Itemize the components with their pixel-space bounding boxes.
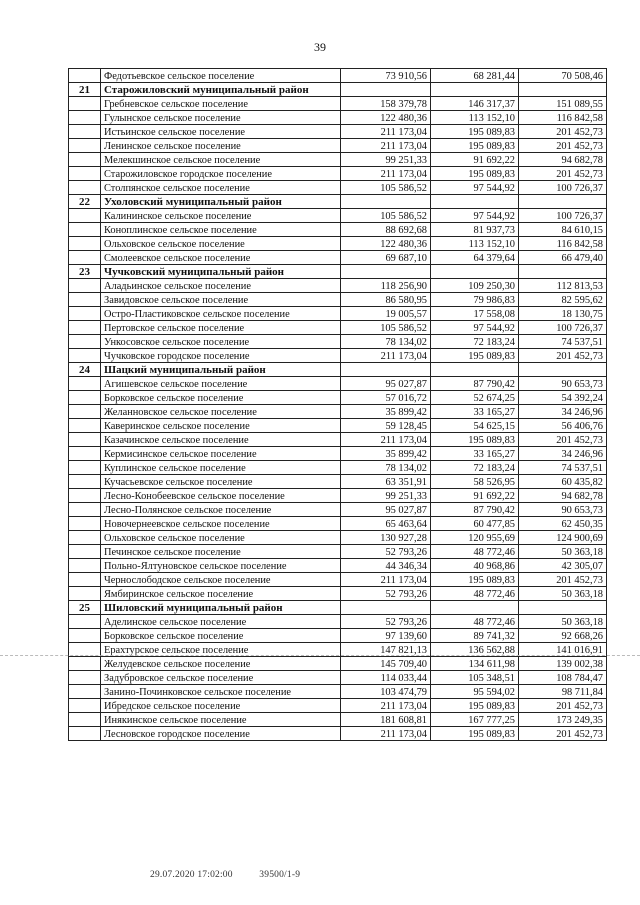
settlement-row <box>69 447 607 461</box>
empty-cell <box>519 83 607 97</box>
settlement-name: Печинское сельское поселение <box>101 545 341 559</box>
value-year1: 44 346,34 <box>341 559 431 573</box>
value-year1: 95 027,87 <box>341 503 431 517</box>
settlement-name: Ибредское сельское поселение <box>101 699 341 713</box>
value-year1: 181 608,81 <box>341 713 431 727</box>
settlement-row <box>69 335 607 349</box>
value-year1: 52 793,26 <box>341 545 431 559</box>
value-year1: 19 005,57 <box>341 307 431 321</box>
settlement-name: Лесновское городское поселение <box>101 727 341 741</box>
value-year2: 113 152,10 <box>431 111 519 125</box>
value-year3: 90 653,73 <box>519 377 607 391</box>
value-year3: 94 682,78 <box>519 153 607 167</box>
value-year1: 211 173,04 <box>341 433 431 447</box>
number-cell <box>69 475 101 489</box>
value-year3: 84 610,15 <box>519 223 607 237</box>
footer-doc-code: 39500/1-9 <box>259 870 301 880</box>
value-year1: 52 793,26 <box>341 587 431 601</box>
value-year2: 97 544,92 <box>431 209 519 223</box>
settlement-name: Ямбиринское сельское поселение <box>101 587 341 601</box>
value-year2: 136 562,88 <box>431 643 519 657</box>
settlement-row <box>69 587 607 601</box>
value-year3: 116 842,58 <box>519 111 607 125</box>
value-year1: 78 134,02 <box>341 461 431 475</box>
value-year2: 58 526,95 <box>431 475 519 489</box>
settlement-row <box>69 629 607 643</box>
district-name: Шиловский муниципальный район <box>101 601 341 615</box>
value-year2: 72 183,24 <box>431 335 519 349</box>
value-year1: 122 480,36 <box>341 111 431 125</box>
value-year1: 99 251,33 <box>341 489 431 503</box>
district-header-row <box>69 83 607 97</box>
value-year1: 103 474,79 <box>341 685 431 699</box>
empty-cell <box>431 83 519 97</box>
value-year3: 100 726,37 <box>519 181 607 195</box>
number-cell <box>69 405 101 419</box>
settlement-name: Пертовское сельское поселение <box>101 321 341 335</box>
value-year3: 201 452,73 <box>519 727 607 741</box>
settlement-row <box>69 391 607 405</box>
value-year3: 34 246,96 <box>519 447 607 461</box>
number-cell <box>69 657 101 671</box>
footer-timestamp: 29.07.2020 17:02:00 <box>150 870 233 880</box>
value-year2: 79 986,83 <box>431 293 519 307</box>
value-year3: 94 682,78 <box>519 489 607 503</box>
district-number: 25 <box>69 601 101 615</box>
settlement-row <box>69 461 607 475</box>
empty-cell <box>341 195 431 209</box>
value-year1: 211 173,04 <box>341 699 431 713</box>
value-year2: 195 089,83 <box>431 727 519 741</box>
settlement-name: Желанновское сельское поселение <box>101 405 341 419</box>
value-year2: 97 544,92 <box>431 321 519 335</box>
value-year2: 146 317,37 <box>431 97 519 111</box>
value-year1: 114 033,44 <box>341 671 431 685</box>
value-year3: 98 711,84 <box>519 685 607 699</box>
value-year1: 130 927,28 <box>341 531 431 545</box>
district-name: Шацкий муниципальный район <box>101 363 341 377</box>
settlement-name: Задубровское сельское поселение <box>101 671 341 685</box>
settlement-row <box>69 181 607 195</box>
number-cell <box>69 307 101 321</box>
value-year2: 48 772,46 <box>431 587 519 601</box>
value-year3: 201 452,73 <box>519 139 607 153</box>
district-header-row <box>69 195 607 209</box>
settlement-name: Куплинское сельское поселение <box>101 461 341 475</box>
settlement-name: Ерахтурское сельское поселение <box>101 643 341 657</box>
value-year1: 211 173,04 <box>341 167 431 181</box>
empty-cell <box>431 265 519 279</box>
number-cell <box>69 321 101 335</box>
value-year2: 120 955,69 <box>431 531 519 545</box>
value-year3: 201 452,73 <box>519 699 607 713</box>
value-year2: 72 183,24 <box>431 461 519 475</box>
value-year1: 105 586,52 <box>341 209 431 223</box>
settlement-name: Остро-Пластиковское сельское поселение <box>101 307 341 321</box>
value-year1: 69 687,10 <box>341 251 431 265</box>
value-year1: 65 463,64 <box>341 517 431 531</box>
value-year2: 134 611,98 <box>431 657 519 671</box>
value-year2: 195 089,83 <box>431 699 519 713</box>
settlement-row <box>69 405 607 419</box>
number-cell <box>69 419 101 433</box>
value-year2: 95 594,02 <box>431 685 519 699</box>
value-year1: 86 580,95 <box>341 293 431 307</box>
value-year3: 139 002,38 <box>519 657 607 671</box>
number-cell <box>69 181 101 195</box>
value-year2: 91 692,22 <box>431 489 519 503</box>
empty-cell <box>431 363 519 377</box>
settlement-name: Кучасьевское сельское поселение <box>101 475 341 489</box>
settlement-name: Польно-Ялтуновское сельское поселение <box>101 559 341 573</box>
empty-cell <box>341 601 431 615</box>
number-cell <box>69 251 101 265</box>
settlement-row <box>69 97 607 111</box>
number-cell <box>69 223 101 237</box>
value-year1: 52 793,26 <box>341 615 431 629</box>
settlement-name: Казачинское сельское поселение <box>101 433 341 447</box>
value-year2: 40 968,86 <box>431 559 519 573</box>
settlement-row <box>69 167 607 181</box>
settlement-row <box>69 153 607 167</box>
value-year3: 90 653,73 <box>519 503 607 517</box>
empty-cell <box>431 195 519 209</box>
value-year2: 60 477,85 <box>431 517 519 531</box>
number-cell <box>69 335 101 349</box>
value-year1: 73 910,56 <box>341 69 431 83</box>
value-year1: 63 351,91 <box>341 475 431 489</box>
settlement-name: Новочернеевское сельское поселение <box>101 517 341 531</box>
number-cell <box>69 293 101 307</box>
value-year1: 158 379,78 <box>341 97 431 111</box>
settlement-row <box>69 475 607 489</box>
number-cell <box>69 125 101 139</box>
value-year3: 116 842,58 <box>519 237 607 251</box>
value-year3: 50 363,18 <box>519 587 607 601</box>
settlement-row <box>69 671 607 685</box>
settlement-row <box>69 223 607 237</box>
budget-table-body <box>69 69 607 741</box>
settlement-row <box>69 531 607 545</box>
settlement-name: Агишевское сельское поселение <box>101 377 341 391</box>
value-year2: 87 790,42 <box>431 377 519 391</box>
scan-artifact-line <box>0 655 640 656</box>
page-number: 39 <box>314 40 326 54</box>
settlement-row <box>69 377 607 391</box>
district-number: 23 <box>69 265 101 279</box>
district-header-row <box>69 601 607 615</box>
number-cell <box>69 391 101 405</box>
value-year3: 50 363,18 <box>519 615 607 629</box>
settlement-name: Аладьинское сельское поселение <box>101 279 341 293</box>
empty-cell <box>341 83 431 97</box>
empty-cell <box>519 601 607 615</box>
value-year3: 54 392,24 <box>519 391 607 405</box>
settlement-row <box>69 251 607 265</box>
number-cell <box>69 713 101 727</box>
value-year1: 118 256,90 <box>341 279 431 293</box>
value-year1: 88 692,68 <box>341 223 431 237</box>
settlement-row <box>69 139 607 153</box>
number-cell <box>69 573 101 587</box>
value-year2: 64 379,64 <box>431 251 519 265</box>
value-year2: 48 772,46 <box>431 545 519 559</box>
settlement-row <box>69 433 607 447</box>
value-year1: 211 173,04 <box>341 573 431 587</box>
value-year3: 62 450,35 <box>519 517 607 531</box>
settlement-row <box>69 615 607 629</box>
number-cell <box>69 139 101 153</box>
settlement-row <box>69 419 607 433</box>
settlement-row <box>69 321 607 335</box>
settlement-row <box>69 727 607 741</box>
value-year2: 195 089,83 <box>431 573 519 587</box>
value-year1: 78 134,02 <box>341 335 431 349</box>
number-cell <box>69 97 101 111</box>
settlement-name: Гулынское сельское поселение <box>101 111 341 125</box>
settlement-name: Ольховское сельское поселение <box>101 531 341 545</box>
settlement-name: Завидовское сельское поселение <box>101 293 341 307</box>
value-year3: 173 249,35 <box>519 713 607 727</box>
value-year3: 56 406,76 <box>519 419 607 433</box>
empty-cell <box>519 265 607 279</box>
number-cell <box>69 699 101 713</box>
value-year1: 105 586,52 <box>341 321 431 335</box>
value-year3: 70 508,46 <box>519 69 607 83</box>
budget-table <box>68 68 607 741</box>
value-year2: 91 692,22 <box>431 153 519 167</box>
number-cell <box>69 671 101 685</box>
settlement-row <box>69 685 607 699</box>
value-year1: 211 173,04 <box>341 139 431 153</box>
settlement-name: Инякинское сельское поселение <box>101 713 341 727</box>
settlement-row <box>69 489 607 503</box>
number-cell <box>69 69 101 83</box>
settlement-name: Истьинское сельское поселение <box>101 125 341 139</box>
district-number: 22 <box>69 195 101 209</box>
number-cell <box>69 727 101 741</box>
value-year3: 100 726,37 <box>519 209 607 223</box>
number-cell <box>69 237 101 251</box>
empty-cell <box>519 363 607 377</box>
number-cell <box>69 685 101 699</box>
settlement-row <box>69 699 607 713</box>
value-year3: 100 726,37 <box>519 321 607 335</box>
value-year1: 57 016,72 <box>341 391 431 405</box>
settlement-row <box>69 349 607 363</box>
number-cell <box>69 503 101 517</box>
value-year2: 89 741,32 <box>431 629 519 643</box>
value-year2: 97 544,92 <box>431 181 519 195</box>
number-cell <box>69 447 101 461</box>
number-cell <box>69 153 101 167</box>
district-header-row <box>69 265 607 279</box>
value-year3: 201 452,73 <box>519 125 607 139</box>
value-year1: 95 027,87 <box>341 377 431 391</box>
value-year3: 60 435,82 <box>519 475 607 489</box>
settlement-name: Борковское сельское поселение <box>101 391 341 405</box>
value-year1: 145 709,40 <box>341 657 431 671</box>
settlement-row <box>69 293 607 307</box>
settlement-row <box>69 307 607 321</box>
settlement-name: Чучковское городское поселение <box>101 349 341 363</box>
settlement-name: Старожиловское городское поселение <box>101 167 341 181</box>
value-year3: 201 452,73 <box>519 349 607 363</box>
district-header-row <box>69 363 607 377</box>
settlement-name: Лесно-Полянское сельское поселение <box>101 503 341 517</box>
settlement-name: Федотьевское сельское поселение <box>101 69 341 83</box>
value-year2: 17 558,08 <box>431 307 519 321</box>
value-year3: 92 668,26 <box>519 629 607 643</box>
value-year2: 195 089,83 <box>431 139 519 153</box>
value-year3: 66 479,40 <box>519 251 607 265</box>
value-year3: 201 452,73 <box>519 433 607 447</box>
value-year2: 195 089,83 <box>431 125 519 139</box>
settlement-row <box>69 125 607 139</box>
number-cell <box>69 545 101 559</box>
settlement-name: Калининское сельское поселение <box>101 209 341 223</box>
settlement-name: Ленинское сельское поселение <box>101 139 341 153</box>
value-year2: 167 777,25 <box>431 713 519 727</box>
value-year3: 112 813,53 <box>519 279 607 293</box>
value-year3: 201 452,73 <box>519 167 607 181</box>
settlement-name: Занино-Починковское сельское поселение <box>101 685 341 699</box>
value-year2: 87 790,42 <box>431 503 519 517</box>
value-year1: 211 173,04 <box>341 349 431 363</box>
district-name: Ухоловский муниципальный район <box>101 195 341 209</box>
district-name: Старожиловский муниципальный район <box>101 83 341 97</box>
settlement-name: Ольховское сельское поселение <box>101 237 341 251</box>
number-cell <box>69 615 101 629</box>
settlement-name: Каверинское сельское поселение <box>101 419 341 433</box>
value-year3: 82 595,62 <box>519 293 607 307</box>
settlement-row <box>69 559 607 573</box>
number-cell <box>69 433 101 447</box>
value-year2: 68 281,44 <box>431 69 519 83</box>
number-cell <box>69 559 101 573</box>
value-year2: 105 348,51 <box>431 671 519 685</box>
value-year2: 33 165,27 <box>431 447 519 461</box>
settlement-row <box>69 111 607 125</box>
empty-cell <box>519 195 607 209</box>
district-number: 24 <box>69 363 101 377</box>
value-year2: 195 089,83 <box>431 167 519 181</box>
number-cell <box>69 587 101 601</box>
empty-cell <box>431 601 519 615</box>
settlement-name: Гребневское сельское поселение <box>101 97 341 111</box>
settlement-name: Ункосовское сельское поселение <box>101 335 341 349</box>
number-cell <box>69 167 101 181</box>
settlement-row <box>69 209 607 223</box>
number-cell <box>69 531 101 545</box>
settlement-row <box>69 69 607 83</box>
value-year1: 105 586,52 <box>341 181 431 195</box>
settlement-row <box>69 657 607 671</box>
value-year1: 122 480,36 <box>341 237 431 251</box>
value-year3: 201 452,73 <box>519 573 607 587</box>
value-year2: 54 625,15 <box>431 419 519 433</box>
settlement-name: Чернослободское сельское поселение <box>101 573 341 587</box>
settlement-row <box>69 517 607 531</box>
value-year1: 147 821,13 <box>341 643 431 657</box>
value-year3: 50 363,18 <box>519 545 607 559</box>
value-year3: 34 246,96 <box>519 405 607 419</box>
value-year2: 195 089,83 <box>431 433 519 447</box>
value-year2: 195 089,83 <box>431 349 519 363</box>
settlement-name: Столпянское сельское поселение <box>101 181 341 195</box>
value-year2: 48 772,46 <box>431 615 519 629</box>
value-year2: 81 937,73 <box>431 223 519 237</box>
number-cell <box>69 517 101 531</box>
number-cell <box>69 629 101 643</box>
value-year1: 35 899,42 <box>341 447 431 461</box>
empty-cell <box>341 265 431 279</box>
settlement-row <box>69 279 607 293</box>
settlement-name: Смолеевское сельское поселение <box>101 251 341 265</box>
value-year1: 59 128,45 <box>341 419 431 433</box>
page-footer <box>150 870 324 880</box>
value-year3: 42 305,07 <box>519 559 607 573</box>
value-year3: 141 016,91 <box>519 643 607 657</box>
number-cell <box>69 489 101 503</box>
value-year3: 74 537,51 <box>519 461 607 475</box>
value-year2: 52 674,25 <box>431 391 519 405</box>
settlement-name: Кермисинское сельское поселение <box>101 447 341 461</box>
settlement-name: Аделинское сельское поселение <box>101 615 341 629</box>
settlement-name: Желудевское сельское поселение <box>101 657 341 671</box>
number-cell <box>69 461 101 475</box>
number-cell <box>69 349 101 363</box>
settlement-name: Лесно-Конобеевское сельское поселение <box>101 489 341 503</box>
value-year3: 124 900,69 <box>519 531 607 545</box>
district-name: Чучковский муниципальный район <box>101 265 341 279</box>
settlement-row <box>69 503 607 517</box>
value-year1: 211 173,04 <box>341 727 431 741</box>
value-year1: 211 173,04 <box>341 125 431 139</box>
district-number: 21 <box>69 83 101 97</box>
value-year1: 35 899,42 <box>341 405 431 419</box>
value-year1: 97 139,60 <box>341 629 431 643</box>
number-cell <box>69 279 101 293</box>
number-cell <box>69 209 101 223</box>
value-year2: 109 250,30 <box>431 279 519 293</box>
value-year3: 151 089,55 <box>519 97 607 111</box>
settlement-name: Мелекшинское сельское поселение <box>101 153 341 167</box>
value-year1: 99 251,33 <box>341 153 431 167</box>
settlement-name: Борковское сельское поселение <box>101 629 341 643</box>
number-cell <box>69 377 101 391</box>
empty-cell <box>341 363 431 377</box>
value-year3: 74 537,51 <box>519 335 607 349</box>
settlement-row <box>69 545 607 559</box>
settlement-row <box>69 713 607 727</box>
value-year2: 113 152,10 <box>431 237 519 251</box>
value-year2: 33 165,27 <box>431 405 519 419</box>
settlement-row <box>69 237 607 251</box>
value-year3: 108 784,47 <box>519 671 607 685</box>
value-year3: 18 130,75 <box>519 307 607 321</box>
settlement-row <box>69 573 607 587</box>
number-cell <box>69 111 101 125</box>
settlement-name: Коноплинское сельское поселение <box>101 223 341 237</box>
